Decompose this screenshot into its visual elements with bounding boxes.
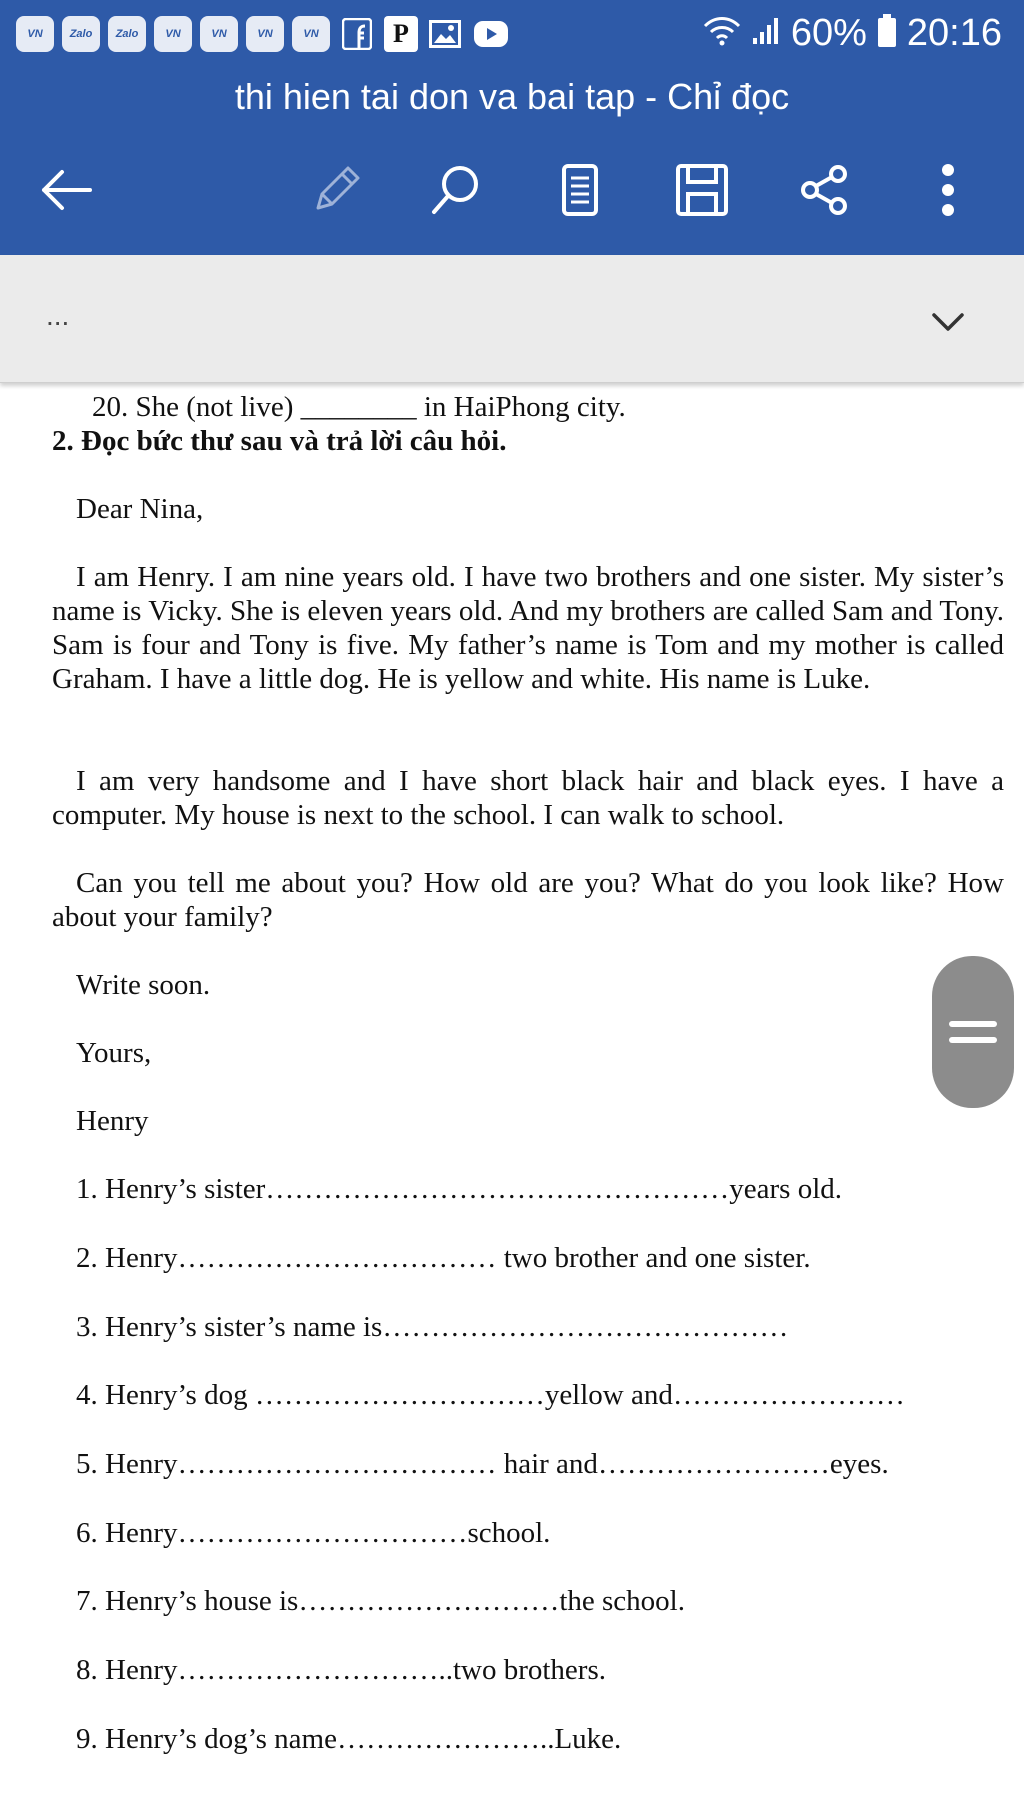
search-button[interactable] [424,158,488,222]
question-item: 5. Henry…………………………… hair and……………………eyes. [76,1448,889,1480]
question-item: 9. Henry’s dog’s name…………………..Luke. [76,1723,622,1755]
more-options-icon [940,162,956,218]
youtube-icon [472,16,510,52]
ribbon-bar [0,255,1024,383]
back-button[interactable] [34,158,98,222]
grip-line [949,1021,997,1027]
edit-pencil-icon [308,162,364,218]
vn-app-icon: VN [200,16,238,52]
save-button[interactable] [670,158,734,222]
ribbon-expand-button[interactable] [926,300,970,344]
clock: 20:16 [906,12,1002,54]
signal-icon [751,16,781,51]
question-item: 8. Henry………………………..two brothers. [76,1654,607,1686]
letter-closing-write-soon: Write soon. [76,969,211,1001]
question-item: 4. Henry’s dog …………………………yellow and…………………… [76,1379,905,1411]
document-title: thi hien tai don va bai tap - Chỉ đọc [234,76,790,117]
vn-app-icon: VN [154,16,192,52]
letter-paragraph-2: I am very handsome and I have short black hair and black eyes. I have a computer. My house is next to the school. I can walk to school. [52,765,1004,831]
edit-button[interactable] [304,158,368,222]
ribbon-more-button[interactable]: ... [46,300,70,331]
search-icon [428,162,484,218]
vn-app-icon: VN [16,16,54,52]
letter-closing-yours: Yours, [76,1037,152,1069]
facebook-icon [338,16,376,52]
reading-view-icon [558,162,602,218]
share-icon [796,162,852,218]
wifi-icon [703,16,741,51]
section-heading: 2. Đọc bức thư sau và trả lời câu hỏi. [52,425,507,457]
grip-line [949,1037,997,1043]
notification-icons [16,16,510,52]
question-item: 7. Henry’s house is………………………the school. [76,1585,685,1617]
share-button[interactable] [792,158,856,222]
question-item: 1. Henry’s sister…………………………………………years old. [76,1173,843,1205]
back-arrow-icon [38,168,94,212]
toolbar [0,150,1024,232]
zalo-app-icon: Zalo [108,16,146,52]
letter-greeting: Dear Nina, [76,493,204,525]
app-header [0,0,1024,255]
save-icon [674,162,730,218]
p-app-icon: P [384,16,418,52]
vn-app-icon: VN [292,16,330,52]
previous-exercise-item: 20. She (not live) ________ in HaiPhong city. [92,391,626,423]
more-options-button[interactable] [916,158,980,222]
status-bar [0,0,1024,70]
letter-signature: Henry [76,1105,149,1137]
letter-paragraph-1: I am Henry. I am nine years old. I have two brothers and one sister. My sister’s name is Vicky. She is eleven years old. And my brothers are called Sam and Tony. Sam is four and Tony is five. My father’s name is Tom and my mother is called Graham. I have a little dog. He is yellow and white. His name is Luke. [52,561,1004,695]
zalo-app-icon: Zalo [62,16,100,52]
reading-view-button[interactable] [548,158,612,222]
question-item: 3. Henry’s sister’s name is…………………………………… [76,1311,789,1343]
battery-percent: 60% [790,12,867,54]
status-indicators [703,12,1002,55]
letter-paragraph-3: Can you tell me about you? How old are you? What do you look like? How about your family? [52,867,1004,933]
question-item: 2. Henry…………………………… two brother and one sister. [76,1242,811,1274]
scroll-handle[interactable] [932,956,1014,1108]
vn-app-icon: VN [246,16,284,52]
document-page[interactable] [0,384,1024,1820]
question-item: 6. Henry…………………………school. [76,1517,551,1549]
picture-icon [426,16,464,52]
battery-icon [877,14,897,53]
chevron-down-icon [931,311,965,333]
